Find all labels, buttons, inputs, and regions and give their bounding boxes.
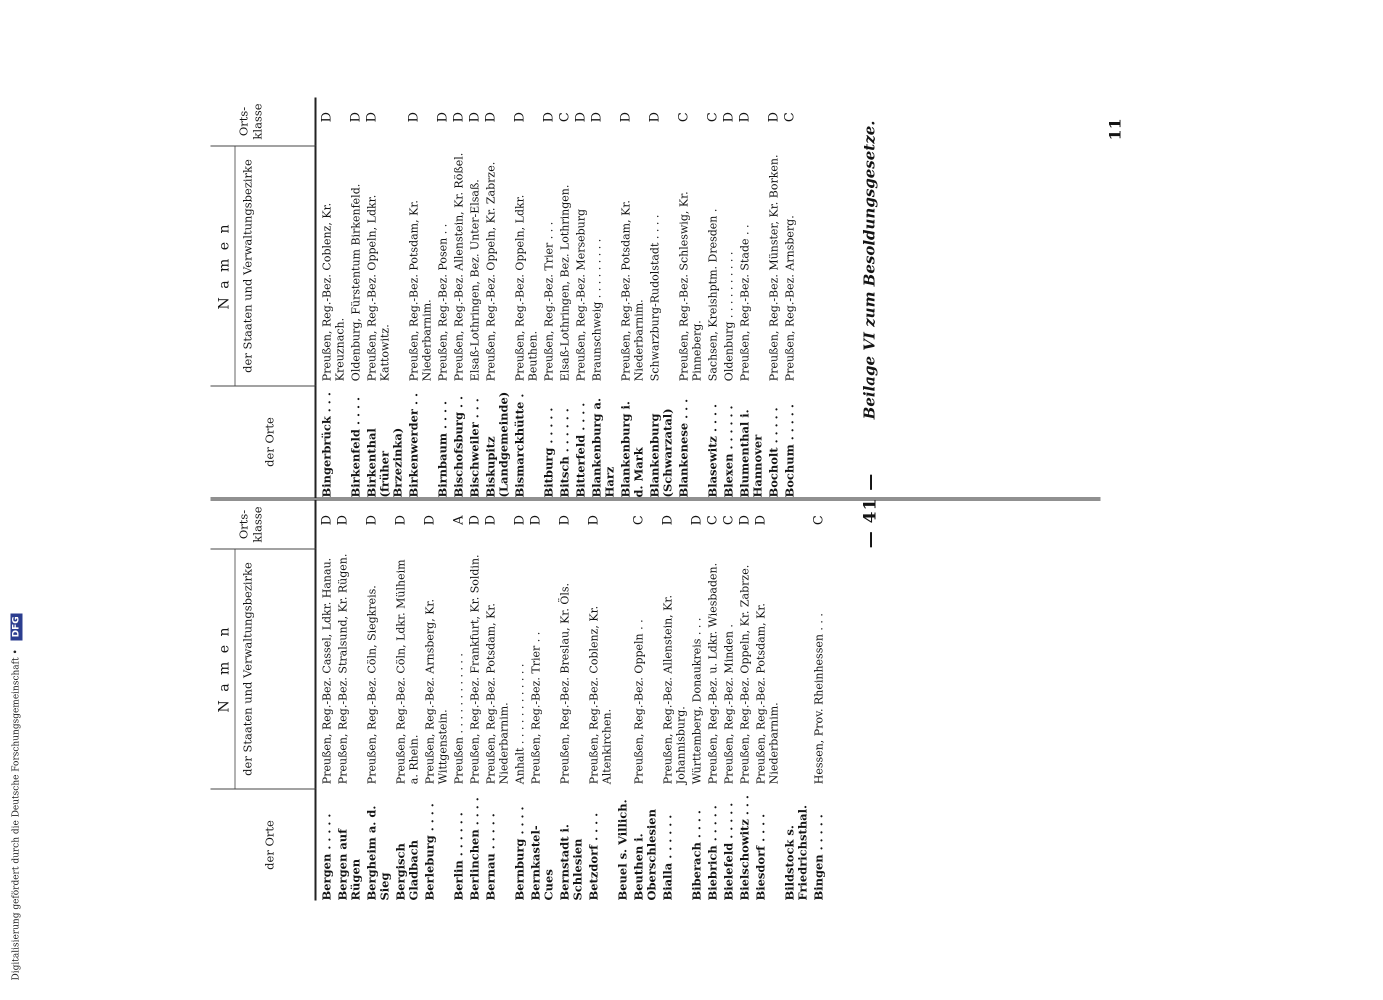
place-name: Blankenburg (Schwarzatal) bbox=[647, 407, 674, 497]
state-district: Oldenburg, Fürstentum Birkenfeld. bbox=[349, 183, 362, 381]
state-district: Preußen, Reg.-Bez. Oppeln . . bbox=[632, 618, 645, 784]
class-value: D bbox=[319, 111, 334, 122]
col-header-klasse: Orts-klasse bbox=[210, 500, 316, 548]
table-row bbox=[587, 500, 613, 900]
namen-group-label: N a m e n bbox=[216, 222, 232, 309]
place-name: Biebrich . . . . . bbox=[705, 804, 719, 900]
state-district: Preußen, Reg.-Bez. Posen . . bbox=[436, 223, 449, 381]
state-district: Preußen, Reg.-Bez. Cassel, Ldkr. Hanau. bbox=[320, 557, 333, 784]
place-name: Biberach . . . . bbox=[689, 809, 703, 900]
class-value: C bbox=[782, 111, 797, 122]
table-row bbox=[706, 97, 719, 497]
rows-left bbox=[320, 500, 828, 900]
state-district: Preußen, Reg.-Bez. Cöln, Ldkr. Mülheim a. Rhein. bbox=[394, 558, 420, 784]
table-row bbox=[783, 500, 809, 900]
class-value: C bbox=[811, 514, 826, 525]
state-district: Preußen, Reg.-Bez. Stade . . bbox=[738, 224, 751, 381]
class-value: D bbox=[753, 514, 768, 525]
class-value: C bbox=[705, 514, 720, 525]
col-header-ort: der Orte bbox=[210, 788, 316, 900]
table-row bbox=[320, 500, 333, 900]
class-value: C bbox=[721, 514, 736, 525]
state-district: Braunschweig . . . . . . . . . bbox=[590, 238, 603, 381]
table-row bbox=[529, 500, 555, 900]
table-row bbox=[558, 500, 584, 900]
table-row bbox=[407, 97, 433, 497]
place-name: Birkenthal (früher Brzezinka) bbox=[364, 427, 404, 497]
state-district: Preußen, Reg.-Bez. Trier . . bbox=[529, 631, 542, 784]
col-header-namen: N a m e n der Staaten und Verwaltungsbezirke bbox=[210, 548, 316, 788]
table-row bbox=[394, 500, 420, 900]
class-value: D bbox=[406, 111, 421, 122]
place-name: Beuel s. Villich. bbox=[615, 798, 629, 900]
state-district: Preußen, Reg.-Bez. Potsdam, Kr. Niederbarnim. bbox=[754, 602, 780, 784]
class-value: D bbox=[528, 514, 543, 525]
class-value: A bbox=[451, 515, 466, 525]
table-row bbox=[468, 500, 481, 900]
state-district: Preußen, Reg.-Bez. Münster, Kr. Borken. bbox=[767, 154, 780, 381]
place-name: Birnbaum . . . . bbox=[435, 400, 449, 497]
table-right bbox=[210, 97, 1100, 500]
state-district: Elsaß-Lothringen, Bez. Unter-Elsaß. bbox=[468, 178, 481, 381]
class-value: D bbox=[335, 514, 350, 525]
class-value: D bbox=[589, 111, 604, 122]
table-row bbox=[767, 97, 780, 497]
class-value: D bbox=[737, 514, 752, 525]
class-value: C bbox=[705, 111, 720, 122]
class-value: C bbox=[676, 111, 691, 122]
place-name: Bismarckhütte . bbox=[512, 393, 526, 497]
state-district: Preußen, Reg.-Bez. Coblenz, Kr. Kreuznach. bbox=[320, 202, 346, 381]
state-district: Schwarzburg-Rudolstadt . . . . bbox=[648, 214, 661, 381]
class-value: D bbox=[618, 111, 633, 122]
class-value: D bbox=[348, 111, 363, 122]
class-value: C bbox=[557, 111, 572, 122]
place-name: Blumenthal i. Hannover bbox=[737, 408, 764, 497]
place-name: Bielschowitz . . . bbox=[737, 794, 751, 900]
state-district: Preußen, Reg.-Bez. Breslau, Kr. Öls. bbox=[558, 582, 571, 784]
class-value: D bbox=[721, 111, 736, 122]
state-district: Preußen, Reg.-Bez. Allenstein, Kr. Rößel. bbox=[452, 152, 465, 381]
table-row bbox=[436, 97, 449, 497]
place-name: Blankenese . . . bbox=[676, 398, 690, 497]
state-district: Oldenburg . . . . . . . . . . bbox=[722, 251, 735, 381]
class-value: C bbox=[631, 514, 646, 525]
place-name: Bergisch Gladbach bbox=[393, 839, 420, 900]
table-row bbox=[513, 500, 526, 900]
table-row bbox=[484, 97, 510, 497]
state-district: Preußen, Reg.-Bez. Merseburg bbox=[574, 208, 587, 381]
class-value: D bbox=[467, 514, 482, 525]
table-row bbox=[783, 97, 796, 497]
class-value: D bbox=[512, 111, 527, 122]
rows-right bbox=[320, 97, 799, 497]
place-name: Blankenburg a. Harz bbox=[589, 397, 616, 497]
class-value: D bbox=[483, 111, 498, 122]
class-value: D bbox=[451, 111, 466, 122]
table-row bbox=[468, 97, 481, 497]
class-value: D bbox=[393, 514, 408, 525]
state-district: Preußen, Reg.-Bez. Coblenz, Kr. Altenkirchen. bbox=[587, 605, 613, 784]
state-district: Preußen, Reg.-Bez. Arnsberg. bbox=[783, 214, 796, 381]
place-name: Bingen . . . . . bbox=[811, 813, 825, 900]
table-row bbox=[754, 500, 780, 900]
state-district bbox=[783, 547, 809, 789]
table-row bbox=[661, 500, 687, 900]
class-value: D bbox=[647, 111, 662, 122]
class-value: D bbox=[422, 514, 437, 525]
state-district: Preußen, Reg.-Bez. Potsdam, Kr. Niederbarnim. bbox=[619, 199, 645, 381]
state-district: Preußen, Reg.-Bez. Frankfurt, Kr. Soldin. bbox=[468, 553, 481, 784]
page-number: — 41 — bbox=[860, 472, 880, 548]
table-row bbox=[513, 97, 539, 497]
table-row bbox=[542, 97, 555, 497]
state-district: Preußen, Reg.-Bez. Cöln, Siegkreis. bbox=[365, 584, 378, 784]
place-name: Bitburg . . . . . bbox=[541, 407, 555, 497]
table-row bbox=[558, 97, 571, 497]
state-district: Preußen, Reg.-Bez. Potsdam, Kr. Niederbarnim. bbox=[407, 199, 433, 381]
state-district: Hessen, Prov. Rheinhessen . . . bbox=[812, 612, 825, 784]
col-header-namen: N a m e n der Staaten und Verwaltungsbezirke bbox=[210, 145, 316, 385]
class-value: D bbox=[512, 514, 527, 525]
state-district: Preußen, Reg.-Bez. Arnsberg, Kr. Wittgenstein. bbox=[423, 598, 449, 784]
place-name: Blankenburg i. d. Mark bbox=[618, 400, 645, 497]
table-row bbox=[738, 97, 764, 497]
state-district: Preußen, Reg.-Bez. Minden . bbox=[722, 623, 735, 784]
table-row bbox=[365, 97, 404, 497]
table-row bbox=[690, 500, 703, 900]
state-district: Preußen, Reg.-Bez. Oppeln, Ldkr. Kattowitz. bbox=[365, 194, 391, 381]
place-name: Bergen auf Rügen bbox=[335, 828, 362, 900]
state-district: Preußen, Reg.-Bez. Oppeln, Kr. Zabrze. bbox=[484, 161, 497, 381]
place-name: Berleburg . . . . bbox=[422, 802, 436, 900]
class-value: D bbox=[737, 111, 752, 122]
class-value: D bbox=[364, 111, 379, 122]
place-name: Bernau . . . . . bbox=[483, 812, 497, 900]
place-name: Berlin . . . . . . bbox=[451, 811, 465, 900]
class-value: D bbox=[660, 514, 675, 525]
place-name: Bischofsburg . . bbox=[451, 395, 465, 497]
state-district: Preußen, Reg.-Bez. Stralsund, Kr. Rügen. bbox=[336, 553, 349, 784]
table-left bbox=[210, 500, 1100, 900]
table-row bbox=[590, 97, 616, 497]
place-name: Birkenwerder . . bbox=[406, 392, 420, 497]
namen-group-label: N a m e n bbox=[216, 625, 232, 712]
sheet-number: 11 bbox=[1105, 117, 1124, 140]
col-header-ort: der Orte bbox=[210, 385, 316, 497]
place-name: Bergheim a. d. Sieg bbox=[364, 805, 391, 900]
state-district: Preußen, Reg.-Bez. Allenstein, Kr. Johannisburg. bbox=[661, 594, 687, 784]
place-name: Biesdorf . . . . bbox=[753, 813, 767, 900]
class-value: D bbox=[557, 514, 572, 525]
table-row bbox=[738, 500, 751, 900]
place-name: Biskupitz (Landgemeinde) bbox=[483, 391, 510, 497]
class-value bbox=[783, 500, 809, 547]
table-row bbox=[722, 97, 735, 497]
table-row bbox=[423, 500, 449, 900]
table-row bbox=[365, 500, 391, 900]
digitization-credit: Digitalisierung gefördert durch die Deutsche Forschungsgemeinschaft • DFG bbox=[10, 613, 22, 980]
table-row bbox=[452, 500, 465, 900]
place-name: Berlinchen . . . . bbox=[467, 796, 481, 900]
class-value: D bbox=[435, 111, 450, 122]
state-district: Preußen, Reg.-Bez. Schleswig, Kr. Pinneberg. bbox=[677, 190, 703, 381]
state-district: Preußen . . . . . . . . . . . . bbox=[452, 652, 465, 784]
place-name: Bielefeld . . . . . bbox=[721, 802, 735, 900]
place-name: Bocholt . . . . . bbox=[766, 406, 780, 497]
table-row bbox=[722, 500, 735, 900]
class-value: D bbox=[319, 514, 334, 525]
place-name: Bitterfeld . . . . bbox=[573, 402, 587, 497]
class-value: D bbox=[483, 514, 498, 525]
table-row bbox=[648, 97, 674, 497]
state-district: Anhalt . . . . . . . . . . . . bbox=[513, 663, 526, 784]
place-name: Bitsch . . . . . . bbox=[557, 407, 571, 497]
state-district: Preußen, Reg.-Bez. Oppeln, Kr. Zabrze. bbox=[738, 564, 751, 784]
place-name: Bingerbrück . . . bbox=[319, 391, 333, 497]
place-name: Bergen . . . . . bbox=[319, 813, 333, 900]
class-value: D bbox=[586, 514, 601, 525]
table-row bbox=[812, 500, 825, 900]
state-district: Württemberg, Donaukreis . . . bbox=[690, 617, 703, 784]
class-value: D bbox=[689, 514, 704, 525]
table-row bbox=[574, 97, 587, 497]
dfg-logo: DFG bbox=[10, 613, 22, 640]
place-name: Blexen . . . . . . bbox=[721, 405, 735, 497]
table-row bbox=[484, 500, 510, 900]
place-name: Beuthen i. Oberschlesien bbox=[631, 808, 658, 900]
place-name: Birkenfeld . . . . bbox=[348, 396, 362, 497]
place-name: Bochum . . . . . bbox=[782, 403, 796, 497]
class-value: D bbox=[364, 514, 379, 525]
place-name: Bernburg . . . . bbox=[512, 806, 526, 900]
table-row bbox=[336, 500, 362, 900]
class-value bbox=[616, 500, 629, 547]
class-value: D bbox=[541, 111, 556, 122]
class-value: D bbox=[467, 111, 482, 122]
state-district: Preußen, Reg.-Bez. Oppeln, Ldkr. Beuthen. bbox=[513, 194, 539, 381]
table-row bbox=[349, 97, 362, 497]
document-title: Beilage VI zum Besoldungsgesetze. bbox=[860, 120, 878, 419]
place-name: Bernkastel-Cues bbox=[528, 824, 555, 900]
class-value: D bbox=[766, 111, 781, 122]
table-row bbox=[616, 500, 629, 900]
place-name: Bialla . . . . . . bbox=[660, 814, 674, 900]
state-district bbox=[616, 547, 629, 789]
state-district: Preußen, Reg.-Bez. u. Ldkr. Wiesbaden. bbox=[706, 562, 719, 784]
state-district: Preußen, Reg.-Bez. Trier . . . bbox=[542, 221, 555, 381]
class-value: D bbox=[573, 111, 588, 122]
place-name: Blasewitz . . . . bbox=[705, 403, 719, 497]
table-row bbox=[452, 97, 465, 497]
place-name: Bildstock s. Friedrichsthal. bbox=[782, 804, 809, 900]
state-district: Sachsen, Kreishptm. Dresden . bbox=[706, 208, 719, 381]
col-header-klasse: Orts-klasse bbox=[210, 97, 316, 145]
table-row bbox=[677, 97, 703, 497]
place-name: Bischweiler . . . bbox=[467, 397, 481, 497]
place-name: Betzdorf . . . . bbox=[586, 812, 600, 900]
state-district: Elsaß-Lothringen, Bez. Lothringen. bbox=[558, 184, 571, 381]
table-row bbox=[320, 97, 346, 497]
state-district: Preußen, Reg.-Bez. Potsdam, Kr. Niederbarnim. bbox=[484, 602, 510, 784]
place-name: Bernstadt i. Schlesien bbox=[557, 823, 584, 900]
table-row bbox=[706, 500, 719, 900]
table-row bbox=[619, 97, 645, 497]
table-row bbox=[632, 500, 658, 900]
